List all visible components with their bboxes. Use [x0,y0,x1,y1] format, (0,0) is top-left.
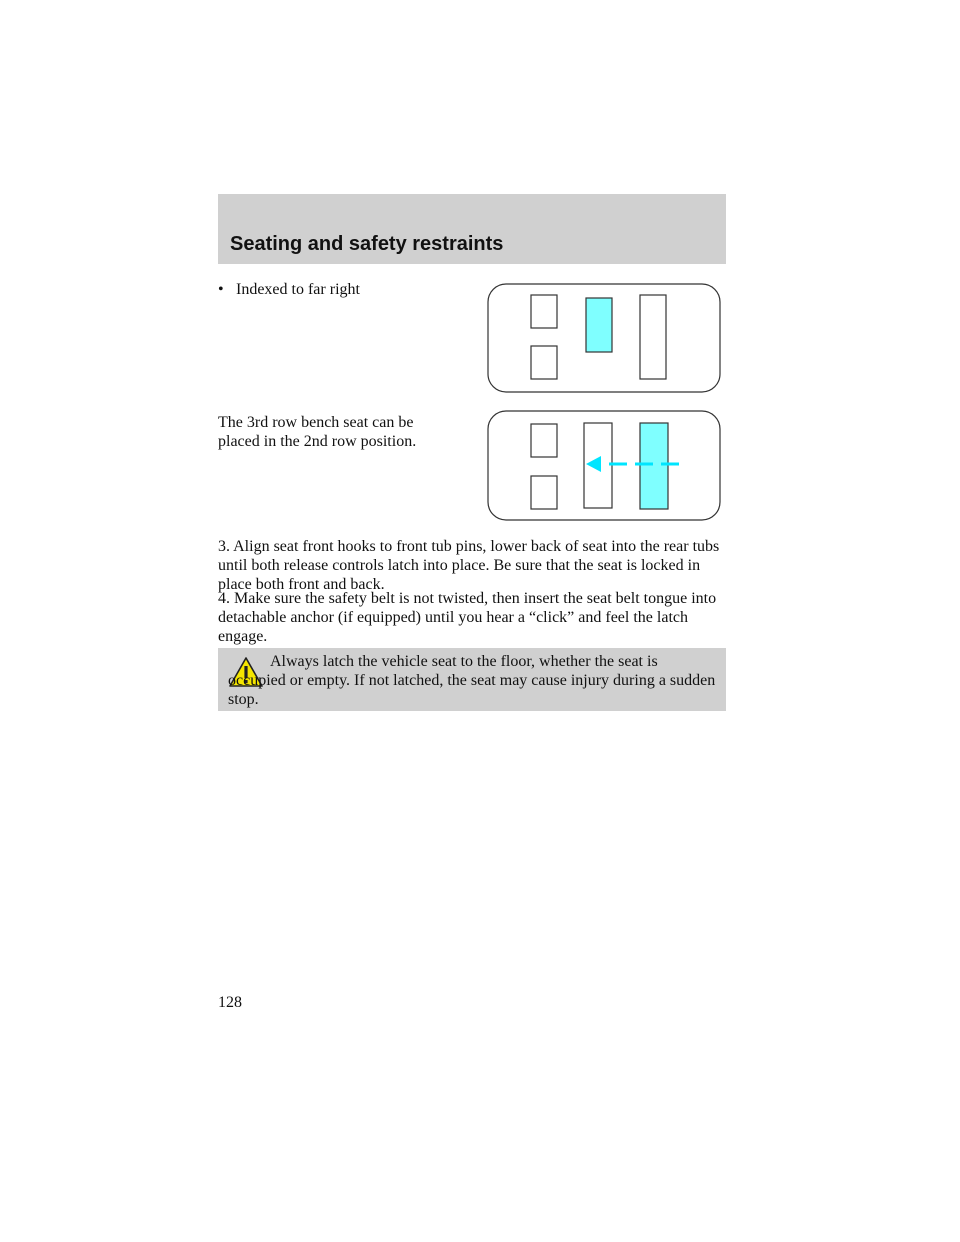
seat-diagram-far-right [487,283,721,393]
bullet-symbol: • [218,281,224,298]
page-number: 128 [218,994,242,1011]
third-row-bench-seat-highlighted [640,423,668,509]
warning-text: Always latch the vehicle seat to the floor, whether the seat is occupied or empty. If not latched, the seat may cause injury during a sudden stop. [228,653,716,708]
front-seat-left [531,424,557,457]
warning-box [218,648,726,711]
bench-seat-paragraph: The 3rd row bench seat can be placed in the 2nd row position. [218,414,417,450]
bullet-text: Indexed to far right [236,281,360,298]
second-row-seat-highlighted [586,298,612,352]
section-header [218,194,726,264]
step-3-paragraph: 3. Align seat front hooks to front tub pins, lower back of seat into the rear tubs until both release controls latch into place. Be sure that the seat is locked in place both front and back. [218,538,720,593]
front-seat-right [531,346,557,379]
bullet-item [218,280,360,299]
seat-diagram-bench-move [487,410,721,521]
step-4-paragraph: 4. Make sure the safety belt is not twisted, then insert the seat belt tongue into detachable anchor (if equipped) until you hear a “click” and feel the latch engage. [218,590,717,645]
front-seat-left [531,295,557,328]
third-row-bench-seat [640,295,666,379]
section-title: Seating and safety restraints [230,233,504,255]
front-seat-right [531,476,557,509]
